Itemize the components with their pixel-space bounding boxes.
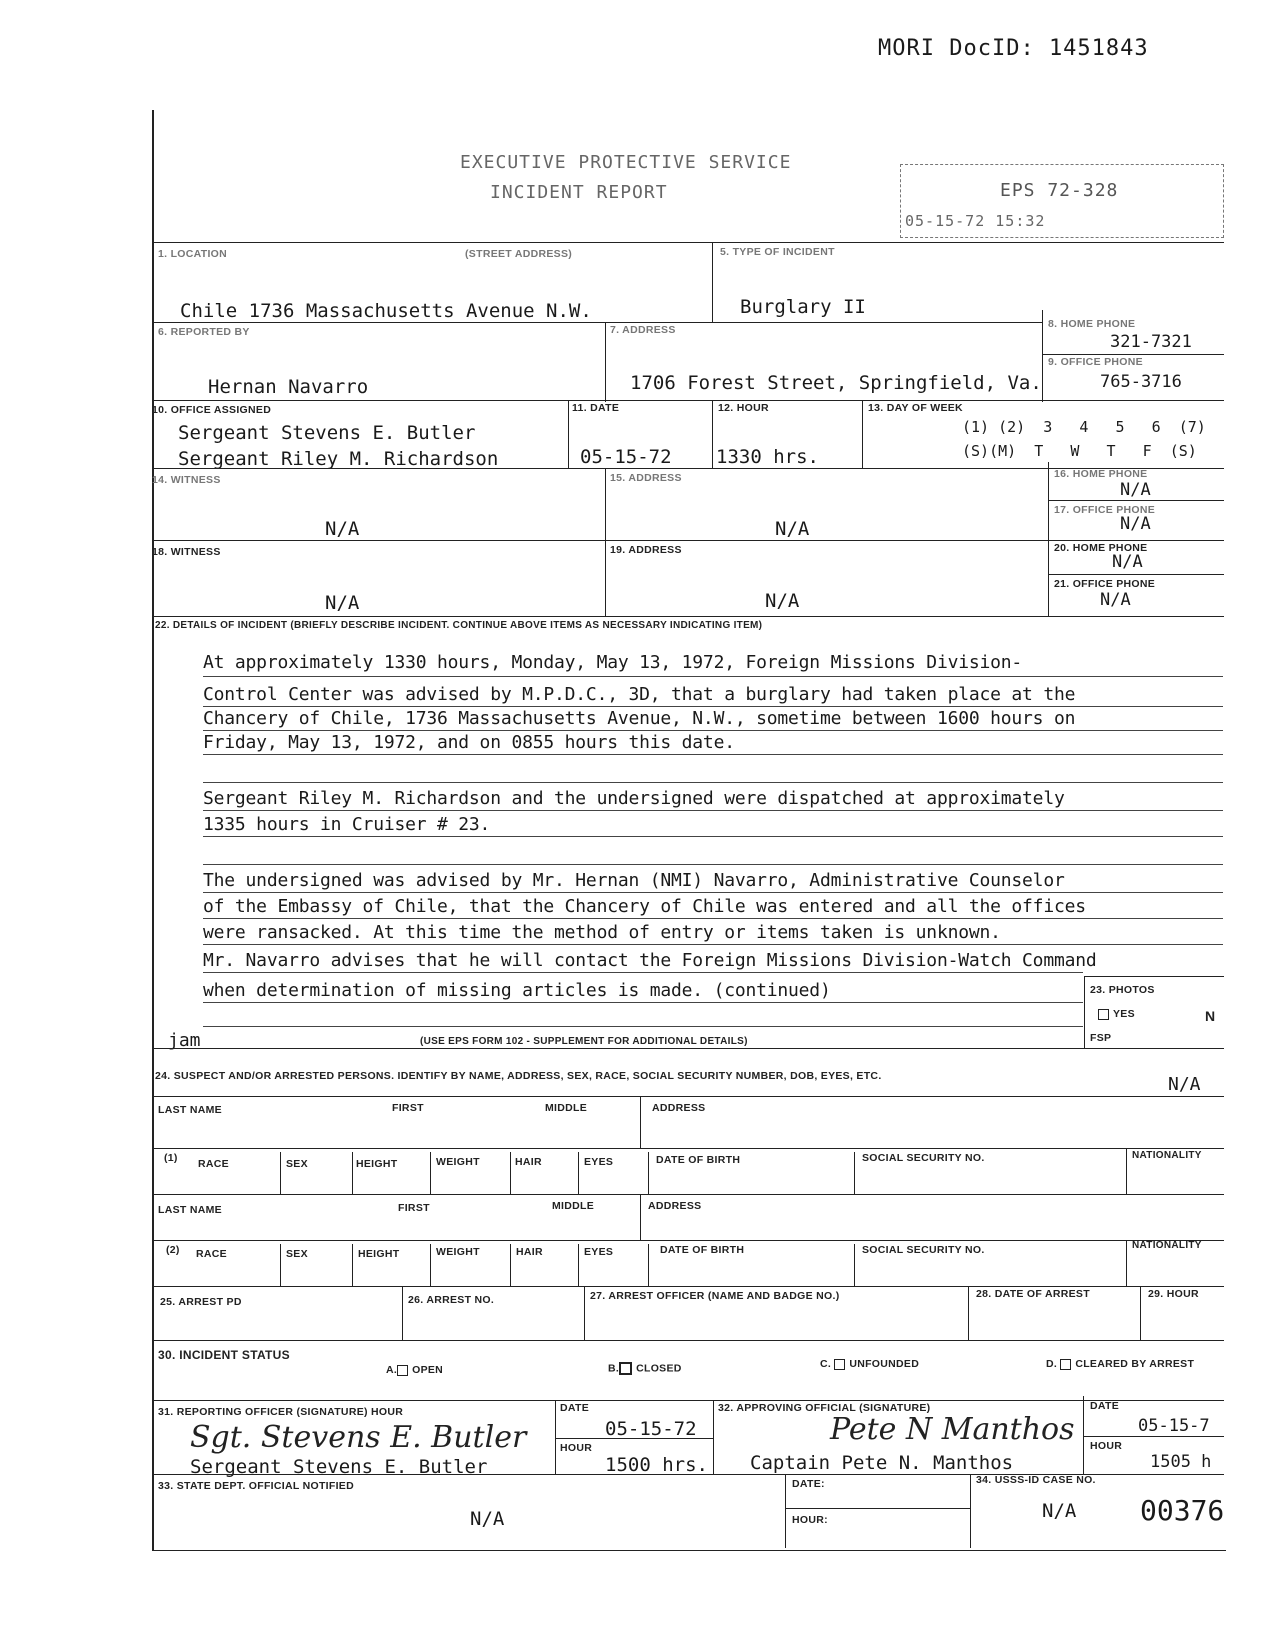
doc-id: MORI DocID: 1451843 bbox=[878, 36, 1149, 61]
street-address-label: (STREET ADDRESS) bbox=[465, 248, 573, 260]
agency-name: EXECUTIVE PROTECTIVE SERVICE bbox=[460, 152, 792, 173]
supplement-note: (USE EPS FORM 102 - SUPPLEMENT FOR ADDITIONAL DETAILS) bbox=[420, 1036, 748, 1047]
approving-official-label: 32. APPROVING OFFICIAL (SIGNATURE) bbox=[718, 1402, 931, 1414]
date-value: 05-15-72 bbox=[580, 446, 672, 468]
s1-row-number: (1) bbox=[164, 1152, 178, 1164]
s2-row-number: (2) bbox=[166, 1244, 180, 1256]
status-open[interactable]: A. OPEN bbox=[386, 1364, 444, 1376]
details-line-1: At approximately 1330 hours, Monday, May 13, 1972, Foreign Missions Division- bbox=[203, 652, 1023, 673]
address-15-label: 15. ADDRESS bbox=[610, 472, 682, 484]
witness-14-value: N/A bbox=[325, 518, 360, 540]
type-of-incident-value: Burglary II bbox=[740, 296, 866, 318]
office-phone-17-value: N/A bbox=[1120, 514, 1151, 534]
incident-status-label: 30. INCIDENT STATUS bbox=[158, 1348, 290, 1362]
status-unfounded[interactable]: C. UNFOUNDED bbox=[820, 1358, 920, 1370]
s1-hair-label: HAIR bbox=[515, 1156, 542, 1168]
usss-case-label: 34. USSS-ID CASE NO. bbox=[976, 1474, 1096, 1486]
office-phone-21-label: 21. OFFICE PHONE bbox=[1054, 578, 1156, 590]
state-dept-label: 33. STATE DEPT. OFFICIAL NOTIFIED bbox=[158, 1480, 354, 1492]
approving-date-value: 05-15-7 bbox=[1138, 1416, 1210, 1436]
state-date-label: DATE: bbox=[792, 1478, 825, 1490]
typist-initials: jam bbox=[168, 1030, 201, 1051]
arrest-pd-label: 25. ARREST PD bbox=[160, 1296, 242, 1308]
s1-dob-label: DATE OF BIRTH bbox=[656, 1154, 741, 1166]
arrest-no-label: 26. ARREST NO. bbox=[408, 1294, 495, 1306]
s2-address-label: ADDRESS bbox=[648, 1200, 702, 1212]
reporting-date-label: DATE bbox=[560, 1402, 590, 1414]
s2-first-label: FIRST bbox=[398, 1202, 430, 1214]
s1-sex-label: SEX bbox=[286, 1158, 308, 1170]
reported-by-value: Hernan Navarro bbox=[208, 376, 369, 398]
suspects-value: N/A bbox=[1168, 1074, 1201, 1095]
status-cleared-by-arrest[interactable]: D. CLEARED BY ARREST bbox=[1046, 1358, 1195, 1370]
hour-label: 12. HOUR bbox=[718, 402, 769, 414]
details-line-6: Sergeant Riley M. Richardson and the undersigned were dispatched at approximately bbox=[203, 788, 1065, 809]
reporting-date-value: 05-15-72 bbox=[605, 1418, 697, 1440]
s2-middle-label: MIDDLE bbox=[552, 1200, 595, 1212]
report-title: INCIDENT REPORT bbox=[490, 182, 668, 203]
hour-value: 1330 hrs. bbox=[716, 446, 819, 468]
state-dept-value: N/A bbox=[470, 1508, 505, 1530]
details-line-9: The undersigned was advised by Mr. Hernan (NMI) Navarro, Administrative Counselor bbox=[203, 870, 1065, 891]
s2-hair-label: HAIR bbox=[516, 1246, 543, 1258]
s1-ssn-label: SOCIAL SECURITY NO. bbox=[862, 1152, 985, 1164]
approving-hour-label: HOUR bbox=[1090, 1440, 1123, 1452]
location-value: Chile 1736 Massachusetts Avenue N.W. bbox=[180, 300, 592, 322]
s2-race-label: RACE bbox=[196, 1248, 227, 1260]
office-phone-17-label: 17. OFFICE PHONE bbox=[1054, 504, 1156, 516]
s1-first-label: FIRST bbox=[392, 1102, 424, 1114]
details-label: 22. DETAILS OF INCIDENT (BRIEFLY DESCRIBE INCIDENT. CONTINUE ABOVE ITEMS AS NECESSARY INDICATING ITEM) bbox=[155, 620, 763, 631]
address-15-value: N/A bbox=[775, 518, 810, 540]
s2-weight-label: WEIGHT bbox=[436, 1246, 480, 1258]
s2-ssn-label: SOCIAL SECURITY NO. bbox=[862, 1244, 985, 1256]
s1-race-label: RACE bbox=[198, 1158, 229, 1170]
s1-address-label: ADDRESS bbox=[652, 1102, 706, 1114]
suspects-label: 24. SUSPECT AND/OR ARRESTED PERSONS. IDENTIFY BY NAME, ADDRESS, SEX, RACE, SOCIAL SECURITY NUMBER, DOB, EYES, ETC. bbox=[155, 1070, 882, 1082]
approving-official-signature: Pete N Manthos bbox=[830, 1412, 1075, 1447]
arrest-officer-label: 27. ARREST OFFICER (NAME AND BADGE NO.) bbox=[590, 1290, 840, 1302]
s2-last-name-label: LAST NAME bbox=[158, 1204, 222, 1216]
s1-nationality-label: NATIONALITY bbox=[1132, 1150, 1202, 1161]
case-number: EPS 72-328 bbox=[1000, 180, 1119, 201]
details-line-13: when determination of missing articles is made. (continued) bbox=[203, 980, 831, 1001]
arrest-hour-label: 29. HOUR bbox=[1148, 1288, 1199, 1300]
day-of-week-numbers: (1) (2) 3 4 5 6 (7) bbox=[962, 418, 1206, 436]
reporter-address-label: 7. ADDRESS bbox=[610, 324, 676, 336]
reported-by-label: 6. REPORTED BY bbox=[158, 326, 250, 338]
s2-dob-label: DATE OF BIRTH bbox=[660, 1244, 745, 1256]
home-phone-label: 8. HOME PHONE bbox=[1048, 318, 1136, 330]
s1-last-name-label: LAST NAME bbox=[158, 1104, 222, 1116]
s1-height-label: HEIGHT bbox=[356, 1158, 398, 1170]
home-phone-20-label: 20. HOME PHONE bbox=[1054, 542, 1148, 554]
office-phone-value: 765-3716 bbox=[1100, 372, 1182, 392]
s2-sex-label: SEX bbox=[286, 1248, 308, 1260]
type-of-incident-label: 5. TYPE OF INCIDENT bbox=[720, 246, 835, 258]
s2-eyes-label: EYES bbox=[584, 1246, 614, 1258]
status-closed[interactable]: B. CLOSED bbox=[608, 1362, 682, 1375]
reporting-officer-signature: Sgt. Stevens E. Butler bbox=[190, 1420, 527, 1455]
details-line-12: Mr. Navarro advises that he will contact the Foreign Missions Division-Watch Command bbox=[203, 950, 1097, 971]
photos-label: 23. PHOTOS bbox=[1090, 984, 1155, 996]
details-line-2: Control Center was advised by M.P.D.C., 3D, that a burglary had taken place at the bbox=[203, 684, 1076, 705]
office-phone-21-value: N/A bbox=[1100, 590, 1131, 610]
s2-nationality-label: NATIONALITY bbox=[1132, 1240, 1202, 1251]
date-of-arrest-label: 28. DATE OF ARREST bbox=[976, 1288, 1090, 1300]
day-of-week-letters: (S)(M) T W T F (S) bbox=[962, 442, 1197, 460]
officer-2: Sergeant Riley M. Richardson bbox=[178, 448, 499, 470]
approving-official-name: Captain Pete N. Manthos bbox=[750, 1452, 1014, 1474]
date-label: 11. DATE bbox=[572, 402, 620, 414]
reporting-hour-value: 1500 hrs. bbox=[605, 1454, 708, 1476]
s1-eyes-label: EYES bbox=[584, 1156, 614, 1168]
details-line-7: 1335 hours in Cruiser # 23. bbox=[203, 814, 491, 835]
state-hour-label: HOUR: bbox=[792, 1514, 828, 1526]
home-phone-16-value: N/A bbox=[1120, 480, 1151, 500]
details-line-4: Friday, May 13, 1972, and on 0855 hours this date. bbox=[203, 732, 735, 753]
details-line-10: of the Embassy of Chile, that the Chancery of Chile was entered and all the offices bbox=[203, 896, 1086, 917]
home-phone-value: 321-7321 bbox=[1110, 332, 1192, 352]
home-phone-20-value: N/A bbox=[1112, 552, 1143, 572]
home-phone-16-label: 16. HOME PHONE bbox=[1054, 468, 1148, 480]
photos-no: N bbox=[1205, 1008, 1216, 1024]
reporter-address-value: 1706 Forest Street, Springfield, Va. bbox=[630, 372, 1042, 394]
approving-date-label: DATE bbox=[1090, 1400, 1120, 1412]
s2-height-label: HEIGHT bbox=[358, 1248, 400, 1260]
witness-14-label: 14. WITNESS bbox=[152, 474, 221, 486]
fsp-label: FSP bbox=[1090, 1032, 1112, 1044]
serial-number: 00376 bbox=[1140, 1494, 1225, 1527]
address-19-value: N/A bbox=[765, 590, 800, 612]
s1-weight-label: WEIGHT bbox=[436, 1156, 480, 1168]
s1-middle-label: MIDDLE bbox=[545, 1102, 588, 1114]
approving-hour-value: 1505 h bbox=[1150, 1452, 1212, 1472]
reporting-hour-label: HOUR bbox=[560, 1442, 593, 1454]
date-time-stamp: 05-15-72 15:32 bbox=[905, 212, 1046, 230]
office-phone-label: 9. OFFICE PHONE bbox=[1048, 356, 1143, 368]
office-assigned-label: 10. OFFICE ASSIGNED bbox=[152, 404, 272, 416]
address-19-label: 19. ADDRESS bbox=[610, 544, 682, 556]
reporting-officer-name: Sergeant Stevens E. Butler bbox=[190, 1456, 488, 1478]
location-label: 1. LOCATION bbox=[158, 248, 228, 260]
reporting-officer-label: 31. REPORTING OFFICER (SIGNATURE) HOUR bbox=[158, 1406, 404, 1418]
details-line-3: Chancery of Chile, 1736 Massachusetts Avenue, N.W., sometime between 1600 hours on bbox=[203, 708, 1076, 729]
photos-yes: YES bbox=[1098, 1008, 1135, 1020]
witness-18-label: 18. WITNESS bbox=[152, 546, 221, 558]
officer-1: Sergeant Stevens E. Butler bbox=[178, 422, 476, 444]
day-of-week-label: 13. DAY OF WEEK bbox=[868, 402, 963, 414]
details-line-11: were ransacked. At this time the method of entry or items taken is unknown. bbox=[203, 922, 1001, 943]
usss-case-value: N/A bbox=[1042, 1500, 1077, 1522]
witness-18-value: N/A bbox=[325, 592, 360, 614]
